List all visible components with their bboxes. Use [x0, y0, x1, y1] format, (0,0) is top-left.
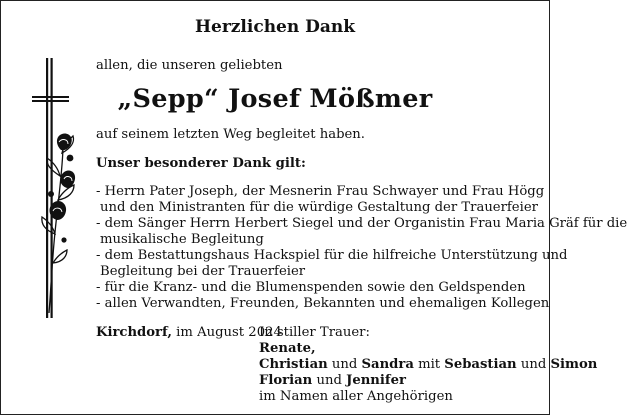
thanks-heading: Unser besonderer Dank gilt:: [96, 156, 306, 171]
mourner-line: [259, 357, 597, 372]
mourner-name: Sebastian: [444, 357, 517, 372]
place-date: [96, 325, 282, 340]
connector-text: und: [516, 357, 551, 372]
thanks-line: Begleitung bei der Trauerfeier: [100, 264, 306, 279]
thanks-line: - dem Sänger Herrn Herbert Siegel und der Organistin Frau Maria Gräf für die: [96, 216, 627, 231]
mourner-name: Simon: [550, 357, 598, 372]
thanks-line: - Herrn Pater Joseph, der Mesnerin Frau Schwayer und Frau Högg: [96, 184, 545, 199]
thanks-line: - für die Kranz- und die Blumenspenden sowie den Geldspenden: [96, 280, 526, 295]
date-text: im August 2024: [171, 325, 282, 340]
mourner-name: Jennifer: [346, 373, 406, 388]
thanks-line: und den Ministranten für die würdige Gestaltung der Trauerfeier: [100, 200, 538, 215]
mourners-closing: im Namen aller Angehörigen: [259, 389, 453, 404]
connector-text: und: [312, 373, 347, 388]
thanks-line: - allen Verwandten, Freunden, Bekannten und ehemaligen Kollegen: [96, 296, 550, 311]
thanks-line: musikalische Begleitung: [100, 232, 264, 247]
mourner-name: Florian: [259, 373, 313, 388]
page-title: Herzlichen Dank: [194, 17, 356, 37]
mourners-intro: In stiller Trauer:: [259, 325, 370, 340]
subline-text: auf seinem letzten Weg begleitet haben.: [96, 127, 365, 142]
place-town: Kirchdorf,: [96, 325, 172, 340]
mourner-name: Christian: [259, 357, 328, 372]
intro-text: allen, die unseren geliebten: [96, 58, 283, 73]
mourner-name: Sandra: [361, 357, 414, 372]
connector-text: und: [327, 357, 362, 372]
thanks-line: - dem Bestattungshaus Hackspiel für die hilfreiche Unterstützung und: [96, 248, 568, 263]
deceased-name: „Sepp“ Josef Mößmer: [117, 84, 433, 114]
mourner-line: Renate,: [259, 341, 316, 356]
mourner-line: [259, 373, 406, 388]
connector-text: mit: [413, 357, 445, 372]
